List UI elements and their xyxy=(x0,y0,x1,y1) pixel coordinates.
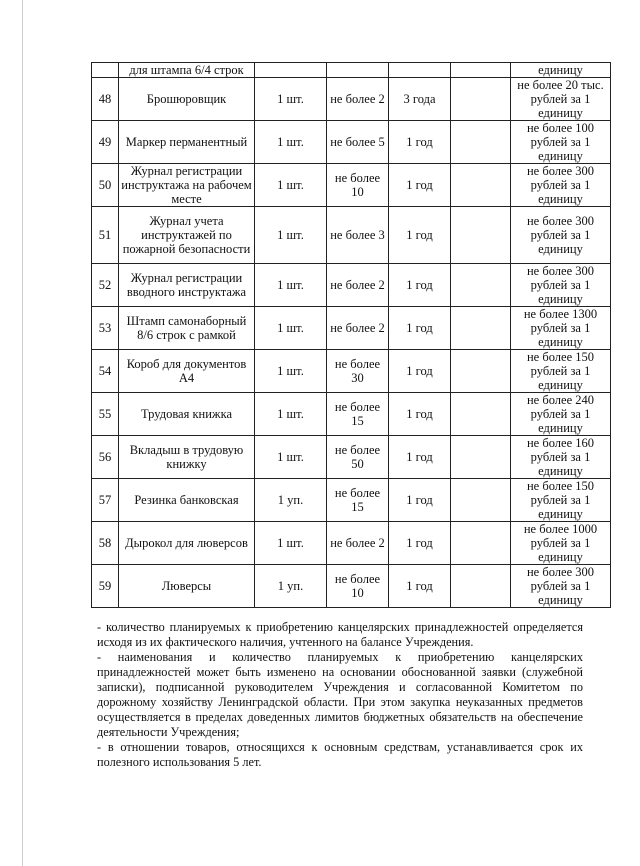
cell-name: Журнал регистрации вводного инструктажа xyxy=(119,264,255,307)
cell-qty: не более 2 xyxy=(327,522,389,565)
cell-qty xyxy=(327,63,389,78)
cell-price: не более 160 рублей за 1 единицу xyxy=(511,436,611,479)
cell-num: 59 xyxy=(92,565,119,608)
table-row-continuation xyxy=(92,63,611,78)
cell-unit: 1 шт. xyxy=(255,121,327,164)
cell-gap xyxy=(451,479,511,522)
cell-price: не более 150 рублей за 1 единицу xyxy=(511,350,611,393)
cell-name: Вкладыш в трудовую книжку xyxy=(119,436,255,479)
cell-num: 50 xyxy=(92,164,119,207)
cell-price: не более 1300 рублей за 1 единицу xyxy=(511,307,611,350)
page-edge-line xyxy=(22,0,23,866)
cell-unit: 1 уп. xyxy=(255,479,327,522)
cell-qty: не более 10 xyxy=(327,565,389,608)
table-row xyxy=(92,393,611,436)
cell-gap xyxy=(451,393,511,436)
cell-term: 1 год xyxy=(389,565,451,608)
cell-gap xyxy=(451,63,511,78)
cell-unit: 1 шт. xyxy=(255,78,327,121)
cell-term: 1 год xyxy=(389,207,451,264)
table-row xyxy=(92,479,611,522)
cell-price: единицу xyxy=(511,63,611,78)
cell-name: Резинка банковская xyxy=(119,479,255,522)
cell-term: 1 год xyxy=(389,264,451,307)
cell-num: 57 xyxy=(92,479,119,522)
cell-term: 1 год xyxy=(389,307,451,350)
cell-num xyxy=(92,63,119,78)
cell-num: 54 xyxy=(92,350,119,393)
cell-name: Брошюровщик xyxy=(119,78,255,121)
cell-term xyxy=(389,63,451,78)
cell-qty: не более 2 xyxy=(327,264,389,307)
cell-term: 3 года xyxy=(389,78,451,121)
cell-num: 51 xyxy=(92,207,119,264)
cell-term: 1 год xyxy=(389,522,451,565)
note-paragraph: - наименования и количество планируемых к приобретению канцелярских принадлежностей может быть изменено на основании обоснованной заявки (служебной записки), подписанной руководителем Учреждения и согласованной Комитетом по дорожному хозяйству Ленинградской области. При этом закупка неуказанных предметов осуществляется в пределах доведенных лимитов бюджетных обязательств на обеспечение деятельности Учреждения; xyxy=(97,650,583,739)
cell-name: Журнал учета инструктажей по пожарной безопасности xyxy=(119,207,255,264)
cell-gap xyxy=(451,436,511,479)
cell-num: 49 xyxy=(92,121,119,164)
cell-gap xyxy=(451,207,511,264)
cell-price: не более 300 рублей за 1 единицу xyxy=(511,164,611,207)
cell-qty: не более 3 xyxy=(327,207,389,264)
cell-gap xyxy=(451,565,511,608)
table-row xyxy=(92,264,611,307)
cell-num: 56 xyxy=(92,436,119,479)
cell-unit xyxy=(255,63,327,78)
table-row xyxy=(92,207,611,264)
cell-qty: не более 15 xyxy=(327,393,389,436)
cell-name: Журнал регистрации инструктажа на рабочем месте xyxy=(119,164,255,207)
cell-gap xyxy=(451,522,511,565)
cell-gap xyxy=(451,264,511,307)
cell-qty: не более 2 xyxy=(327,78,389,121)
cell-num: 58 xyxy=(92,522,119,565)
table-row xyxy=(92,350,611,393)
cell-qty: не более 10 xyxy=(327,164,389,207)
cell-term: 1 год xyxy=(389,121,451,164)
cell-num: 52 xyxy=(92,264,119,307)
table-row xyxy=(92,522,611,565)
cell-term: 1 год xyxy=(389,350,451,393)
cell-num: 55 xyxy=(92,393,119,436)
cell-gap xyxy=(451,164,511,207)
cell-price: не более 300 рублей за 1 единицу xyxy=(511,565,611,608)
cell-name: для штампа 6/4 строк xyxy=(119,63,255,78)
cell-price: не более 300 рублей за 1 единицу xyxy=(511,207,611,264)
cell-name: Штамп самонаборный 8/6 строк с рамкой xyxy=(119,307,255,350)
cell-name: Люверсы xyxy=(119,565,255,608)
cell-price: не более 150 рублей за 1 единицу xyxy=(511,479,611,522)
cell-unit: 1 шт. xyxy=(255,393,327,436)
table-row xyxy=(92,436,611,479)
cell-term: 1 год xyxy=(389,436,451,479)
cell-unit: 1 шт. xyxy=(255,350,327,393)
table-row xyxy=(92,565,611,608)
supplies-table xyxy=(91,62,611,608)
cell-term: 1 год xyxy=(389,164,451,207)
cell-unit: 1 шт. xyxy=(255,436,327,479)
cell-name: Дырокол для люверсов xyxy=(119,522,255,565)
notes-section xyxy=(97,620,583,770)
note-paragraph: - в отношении товаров, относящихся к основным средствам, устанавливается срок их полезного использования 5 лет. xyxy=(97,740,583,769)
cell-price: не более 240 рублей за 1 единицу xyxy=(511,393,611,436)
cell-name: Маркер перманентный xyxy=(119,121,255,164)
cell-unit: 1 шт. xyxy=(255,207,327,264)
cell-name: Трудовая книжка xyxy=(119,393,255,436)
cell-qty: не более 30 xyxy=(327,350,389,393)
cell-qty: не более 2 xyxy=(327,307,389,350)
note-paragraph: - количество планируемых к приобретению канцелярских принадлежностей определяется исходя из их фактического наличия, учтенного на балансе Учреждения. xyxy=(97,620,583,649)
cell-unit: 1 шт. xyxy=(255,164,327,207)
cell-qty: не более 50 xyxy=(327,436,389,479)
cell-name: Короб для документов А4 xyxy=(119,350,255,393)
cell-gap xyxy=(451,78,511,121)
cell-num: 53 xyxy=(92,307,119,350)
table-row xyxy=(92,307,611,350)
cell-qty: не более 15 xyxy=(327,479,389,522)
table-row xyxy=(92,78,611,121)
table-row xyxy=(92,164,611,207)
cell-gap xyxy=(451,350,511,393)
cell-qty: не более 5 xyxy=(327,121,389,164)
cell-unit: 1 уп. xyxy=(255,565,327,608)
cell-gap xyxy=(451,307,511,350)
cell-price: не более 100 рублей за 1 единицу xyxy=(511,121,611,164)
cell-term: 1 год xyxy=(389,393,451,436)
cell-gap xyxy=(451,121,511,164)
cell-unit: 1 шт. xyxy=(255,522,327,565)
cell-unit: 1 шт. xyxy=(255,264,327,307)
cell-unit: 1 шт. xyxy=(255,307,327,350)
table-row xyxy=(92,121,611,164)
cell-price: не более 20 тыс. рублей за 1 единицу xyxy=(511,78,611,121)
cell-price: не более 300 рублей за 1 единицу xyxy=(511,264,611,307)
cell-term: 1 год xyxy=(389,479,451,522)
cell-num: 48 xyxy=(92,78,119,121)
cell-price: не более 1000 рублей за 1 единицу xyxy=(511,522,611,565)
